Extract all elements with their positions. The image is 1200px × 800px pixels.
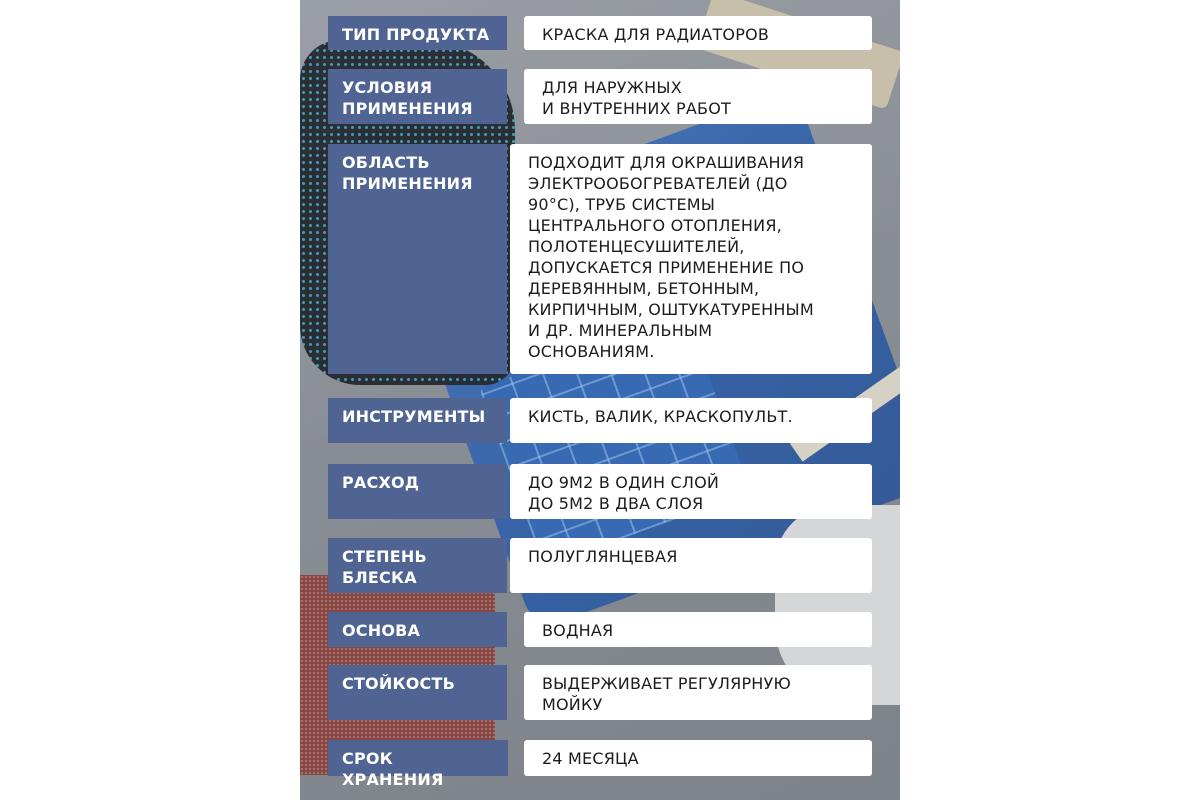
spec-label-product-type: ТИП ПРОДУКТА [328,16,507,50]
spec-label-gloss-level: СТЕПЕНЬ БЛЕСКА [328,538,507,593]
spec-value-usage-conditions: ДЛЯ НАРУЖНЫХ И ВНУТРЕННИХ РАБОТ [524,69,872,124]
spec-value-tools: КИСТЬ, ВАЛИК, КРАСКОПУЛЬТ. [510,398,872,443]
spec-value-consumption: ДО 9М2 В ОДИН СЛОЙ ДО 5М2 В ДВА СЛОЯ [510,464,872,519]
spec-value-shelf-life: 24 МЕСЯЦА [524,740,872,776]
spec-label-consumption: РАСХОД [328,464,507,519]
spec-label-application-area: ОБЛАСТЬ ПРИМЕНЕНИЯ [328,144,507,374]
spec-label-shelf-life: СРОК ХРАНЕНИЯ [328,740,508,776]
spec-label-tools: ИНСТРУМЕНТЫ [328,398,507,443]
spec-value-base: ВОДНАЯ [524,612,872,647]
spec-value-application-area: ПОДХОДИТ ДЛЯ ОКРАШИВАНИЯ ЭЛЕКТРООБОГРЕВАТЕЛЕЙ (ДО 90°С), ТРУБ СИСТЕМЫ ЦЕНТРАЛЬНОГО ОТОПЛЕНИЯ, ПОЛОТЕНЦЕСУШИТЕЛЕЙ, ДОПУСКАЕТСЯ ПРИМЕНЕНИЕ ПО ДЕРЕВЯННЫМ, БЕТОННЫМ, КИРПИЧНЫМ, ОШТУКАТУРЕННЫМ И ДР. МИНЕРАЛЬНЫМ ОСНОВАНИЯМ. [510,144,872,374]
spec-value-product-type: КРАСКА ДЛЯ РАДИАТОРОВ [524,16,872,50]
spec-label-usage-conditions: УСЛОВИЯ ПРИМЕНЕНИЯ [328,69,507,124]
spec-table [300,0,900,800]
spec-label-resistance: СТОЙКОСТЬ [328,665,507,720]
spec-label-base: ОСНОВА [328,612,507,647]
product-spec-card [300,0,900,800]
spec-value-gloss-level: ПОЛУГЛЯНЦЕВАЯ [510,538,872,593]
spec-value-resistance: ВЫДЕРЖИВАЕТ РЕГУЛЯРНУЮ МОЙКУ [524,665,872,720]
